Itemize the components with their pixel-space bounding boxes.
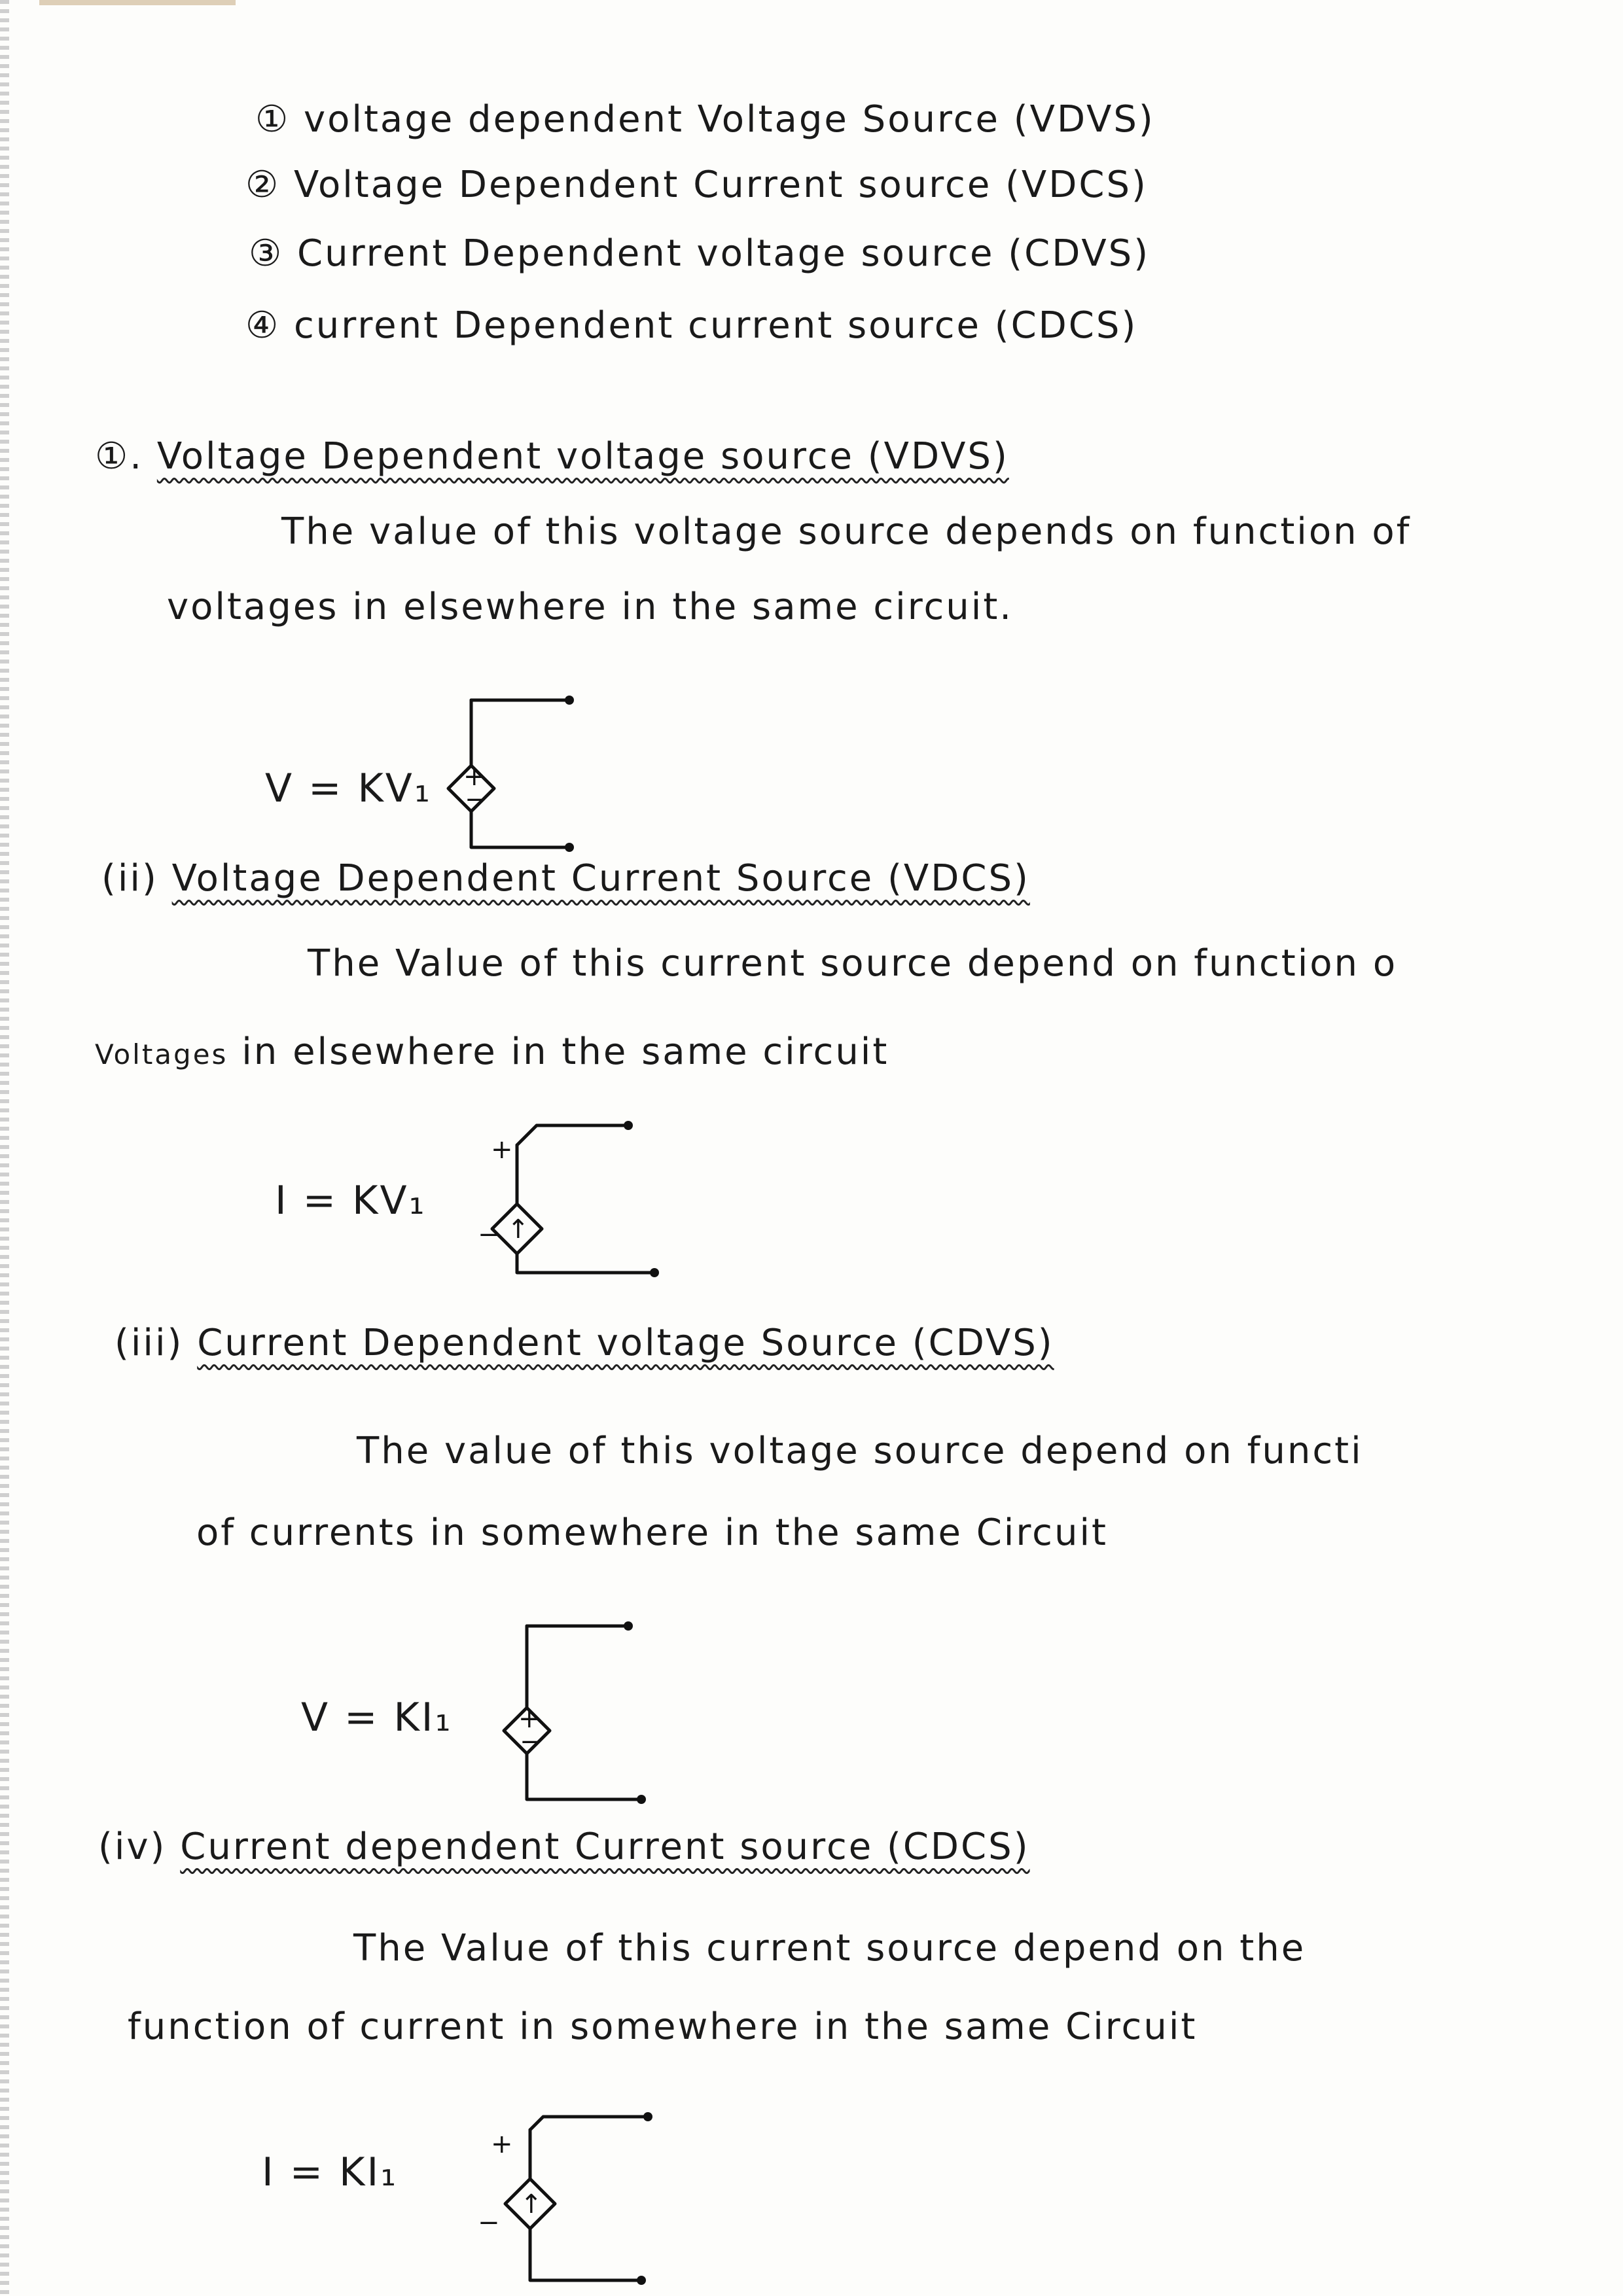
description-line: in elsewhere in the same circuit (241, 1031, 889, 1073)
wire (517, 1125, 628, 1145)
terminal (565, 843, 574, 852)
section-title: Current Dependent voltage Source (CDVS) (197, 1322, 1054, 1364)
plus-sign: + (463, 762, 486, 792)
cdvs-circuit-diagram (497, 1610, 668, 1812)
wire (530, 2117, 648, 2130)
minus-sign: − (465, 785, 487, 815)
formula-text: V = KI₁ (301, 1695, 453, 1740)
description-line: The value of this voltage source depends on function of (281, 510, 1412, 553)
section-description (196, 1511, 1108, 1554)
section-title: Voltage Dependent Current Source (VDCS) (171, 857, 1030, 900)
formula-text: I = KV₁ (275, 1178, 427, 1224)
wire (527, 1754, 641, 1799)
formula (262, 2149, 398, 2195)
formula-text: I = KI₁ (262, 2149, 399, 2195)
section-number: (iii) (115, 1322, 184, 1364)
list-item (245, 164, 1148, 206)
list-text: voltage dependent Voltage Source (VDVS) (304, 98, 1155, 141)
vdcs-circuit-diagram (478, 1112, 687, 1282)
list-text: Voltage Dependent Current source (VDCS) (294, 164, 1148, 206)
section-heading (101, 857, 1030, 900)
section-number: (iv) (98, 1826, 167, 1868)
section-heading (95, 435, 1009, 478)
section-heading (115, 1322, 1054, 1364)
list-text: current Dependent current source (CDCS) (294, 304, 1138, 347)
description-line: The Value of this current source depend on the (353, 1927, 1306, 1969)
section-description (357, 1430, 1363, 1472)
list-number: ① (255, 98, 291, 141)
formula (275, 1178, 427, 1224)
list-number: ④ (245, 304, 281, 347)
description-line: of currents in somewhere in the same Circuit (196, 1511, 1108, 1554)
list-item (255, 98, 1155, 141)
arrow-up-icon: ↑ (520, 2189, 543, 2219)
formula (301, 1695, 453, 1740)
list-item (249, 232, 1150, 275)
terminal (650, 1268, 659, 1277)
wire (471, 811, 569, 847)
list-text: Current Dependent voltage source (CDVS) (297, 232, 1150, 275)
section-number: ①. (95, 435, 144, 478)
formula (265, 766, 432, 811)
description-line: function of current in somewhere in the same Circuit (128, 2005, 1198, 2048)
section-description (167, 586, 1013, 628)
cdcs-circuit-diagram (478, 2100, 687, 2290)
section-description (308, 942, 1397, 985)
plus-sign: + (491, 1135, 513, 1165)
minus-sign: − (478, 2208, 500, 2238)
wire (517, 1254, 654, 1273)
terminal (565, 696, 574, 705)
formula-text: V = KV₁ (265, 766, 432, 811)
page-top-edge (39, 0, 236, 5)
wire (530, 2229, 641, 2280)
section-description (281, 510, 1411, 553)
terminal (637, 2276, 646, 2285)
list-number: ② (245, 164, 281, 206)
list-number: ③ (249, 232, 284, 275)
plus-sign: + (491, 2129, 513, 2159)
terminal (643, 2112, 652, 2121)
section-heading (98, 1826, 1030, 1868)
terminal (624, 1121, 633, 1130)
plus-sign: + (518, 1704, 541, 1734)
vdvs-circuit-diagram (419, 680, 589, 857)
section-description (128, 2005, 1197, 2048)
section-number: (ii) (101, 857, 158, 900)
description-line: voltages in elsewhere in the same circuit. (167, 586, 1014, 628)
description-prefix: Voltages (95, 1038, 228, 1070)
minus-sign: − (520, 1727, 542, 1757)
minus-sign: − (478, 1220, 500, 1250)
terminal (624, 1621, 633, 1631)
description-line: The Value of this current source depend on function o (308, 942, 1398, 985)
section-title: Voltage Dependent voltage source (VDVS) (156, 435, 1009, 478)
list-item (245, 304, 1137, 347)
terminal (637, 1795, 646, 1804)
section-description (95, 1031, 889, 1073)
notebook-binding-edge (0, 0, 9, 2296)
section-description (353, 1927, 1306, 1969)
arrow-up-icon: ↑ (507, 1214, 529, 1245)
section-title: Current dependent Current source (CDCS) (180, 1826, 1030, 1868)
description-line: The value of this voltage source depend on functi (357, 1430, 1363, 1472)
